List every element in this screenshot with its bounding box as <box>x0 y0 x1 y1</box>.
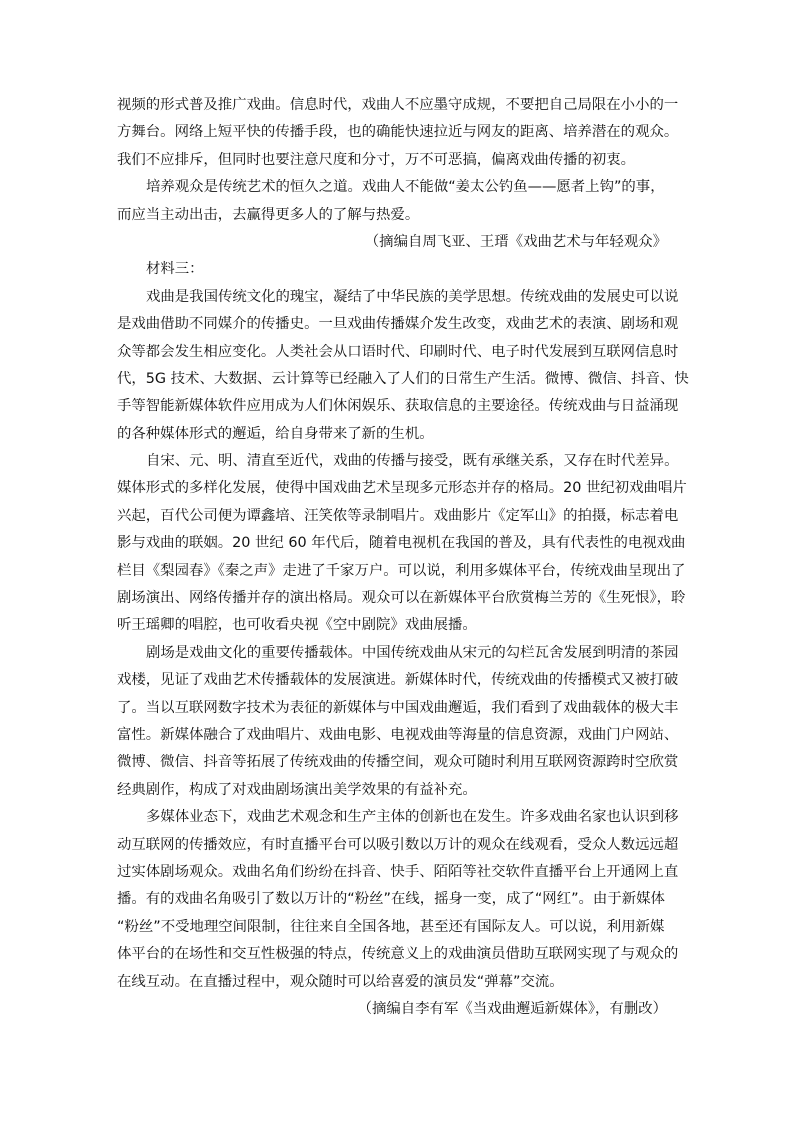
text-line: 富性。新媒体融合了戏曲唱片、戏曲电影、电视戏曲等海量的信息资源，戏曲门户网站、 <box>117 726 679 743</box>
text-line: 众等都会发生相应变化。人类社会从口语时代、印刷时代、电子时代发展到互联网信息时 <box>117 343 679 360</box>
paragraph-first-line: 戏曲是我国传统文化的瑰宝，凝结了中华民族的美学思想。传统戏曲的发展史可以说 <box>146 288 679 305</box>
text-line: 戏楼，见证了戏曲艺术传播载体的发展演进。新媒体时代，传统戏曲的传播模式又被打破 <box>117 672 679 689</box>
text-line: 动互联网的传播效应，有时直播平台可以吸引数以万计的观众在线观看，受众人数远远超 <box>117 836 679 853</box>
text-line: 播。有的戏曲名角吸引了数以万计的“粉丝”在线，摇身一变，成了“网红”。由于新媒体 <box>117 891 665 908</box>
text-line: 兴起，百代公司便为谭鑫培、汪笑侬等录制唱片。戏曲影片《定军山》的拍摄，标志着电 <box>117 507 679 524</box>
text-line: 过实体剧场观众。戏曲名角们纷纷在抖音、快手、陌陌等社交软件直播平台上开通网上直 <box>117 863 679 880</box>
paragraph-first-line: 多媒体业态下，戏曲艺术观念和生产主体的创新也在发生。许多戏曲名家也认识到移 <box>146 809 679 826</box>
source-citation: （摘编自周飞亚、王瑨《戏曲艺术与年轻观众》 <box>364 233 667 250</box>
text-line: 方舞台。网络上短平快的传播手段，也的确能快速拉近与网友的距离、培养潜在的观众。 <box>117 124 679 141</box>
text-line: 的各种媒体形式的邂逅，给自身带来了新的生机。 <box>117 425 434 442</box>
text-line: 了。当以互联网数字技术为表征的新媒体与中国戏曲邂逅，我们看到了戏曲载体的极大丰 <box>117 699 679 716</box>
text-line: 栏目《梨园春》《秦之声》走进了千家万户。可以说，利用多媒体平台，传统戏曲呈现出了 <box>117 562 686 579</box>
text-line: 媒体形式的多样化发展，使得中国戏曲艺术呈现多元形态并存的格局。20 世纪初戏曲唱片 <box>117 480 687 497</box>
text-line: 体平台的在场性和交互性极强的特点，传统意义上的戏曲演员借助互联网实现了与观众的 <box>117 946 679 963</box>
text-line: 是戏曲借助不同媒介的传播史。一旦戏曲传播媒介发生改变，戏曲艺术的表演、剧场和观 <box>117 316 679 333</box>
paragraph-first-line: 自宋、元、明、清直至近代，戏曲的传播与接受，既有承继关系，又存在时代差异。 <box>146 453 679 470</box>
text-line: 在线互动。在直播过程中，观众随时可以给喜爱的演员发“弹幕”交流。 <box>117 973 564 990</box>
text-line: 而应当主动出击，去赢得更多人的了解与热爱。 <box>117 206 420 223</box>
text-line: 微博、微信、抖音等拓展了传统戏曲的传播空间，观众可随时利用互联网资源跨时空欣赏 <box>117 754 679 771</box>
text-line: 代，5G 技术、大数据、云计算等已经融入了人们的日常生产生活。微博、微信、抖音、快 <box>117 370 689 387</box>
document-page <box>117 92 689 1023</box>
text-line: “粉丝”不受地理空间限制，往往来自全国各地，甚至还有国际友人。可以说，利用新媒 <box>117 918 665 935</box>
text-line: 我们不应排斥，但同时也要注意尺度和分寸，万不可恶搞，偏离戏曲传播的初衷。 <box>117 151 636 168</box>
text-line: 剧场演出、网络传播并存的演出格局。观众可以在新媒体平台欣赏梅兰芳的《生死恨》，聆 <box>117 590 686 607</box>
text-line: 手等智能新媒体软件应用成为人们休闲娱乐、获取信息的主要途径。传统戏曲与日益涌现 <box>117 398 679 415</box>
source-citation: （摘编自李有军《当戏曲邂逅新媒体》，有删改） <box>357 1000 667 1017</box>
text-line: 听王瑶卿的唱腔，也可收看央视《空中剧院》戏曲展播。 <box>117 617 477 634</box>
text-line: 影与戏曲的联姻。20 世纪 60 年代后，随着电视机在我国的普及，具有代表性的电视戏曲 <box>117 535 686 552</box>
paragraph-first-line: 培养观众是传统艺术的恒久之道。戏曲人不能做“姜太公钓鱼——愿者上钩”的事， <box>146 179 665 196</box>
paragraph-first-line: 剧场是戏曲文化的重要传播载体。中国传统戏曲从宋元的勾栏瓦舍发展到明清的茶园 <box>146 644 679 661</box>
section-heading: 材料三： <box>146 261 204 278</box>
text-line: 视频的形式普及推广戏曲。信息时代，戏曲人不应墨守成规，不要把自己局限在小小的一 <box>117 97 679 113</box>
text-line: 经典剧作，构成了对戏曲剧场演出美学效果的有益补充。 <box>117 781 477 798</box>
